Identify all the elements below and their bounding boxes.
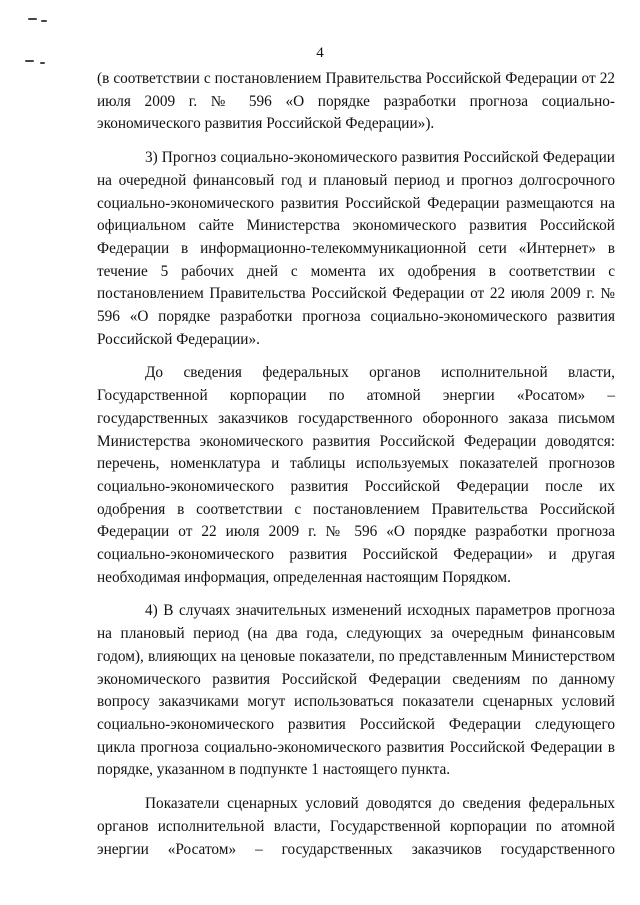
scan-artifact-2 — [41, 20, 47, 22]
scan-artifact-1 — [28, 18, 37, 20]
paragraph-continuation: (в соответствии с постановлением Правительства Российской Федерации от 22 июля 2009 г. № 596 «О порядке разработки прогноза социально-экономического развития Российской Федерации»). — [97, 70, 615, 133]
page-number: 4 — [316, 45, 324, 61]
paragraph-notification: До сведения федеральных органов исполнительной власти, Государственной корпорации по атомной энергии «Росатом» – государственных заказчиков государственного оборонного заказа письмом Министерства экономического развития Российской Федерации доводятся: перечень, номенклатура и таблицы используемых показателей прогнозов социально-экономического развития Российской Федерации после их одобрения в соответствии с постановлением Правительства Российской Федерации от 22 июля 2009 г. № 596 «О порядке разработки прогноза социально-экономического развития Российской Федерации» и другая необходимая информация, определенная настоящим Порядком. — [97, 364, 615, 586]
paragraph-item-4: 4) В случаях значительных изменений исходных параметров прогноза на плановый период (на два года, следующих за очередным финансовым годом), влияющих на ценовые показатели, по представленным Министерством экономического развития Российской Федерации сведениям по данному вопросу заказчиками могут использоваться показатели сценарных условий социально-экономического развития Российской Федерации следующего цикла прогноза социально-экономического развития Российской Федерации в порядке, указанном в подпункте 1 настоящего пункта. — [97, 602, 615, 779]
paragraph-item-3: 3) Прогноз социально-экономического развития Российской Федерации на очередной финансовый год и плановый период и прогноз долгосрочного социально-экономического развития Российской Федерации размещаются на официальном сайте Министерства экономического развития Российской Федерации в информационно-телекоммуникационной сети «Интернет» в течение 5 рабочих дней с момента их одобрения в соответствии с постановлением Правительства Российской Федерации от 22 июля 2009 г. № 596 «О порядке разработки прогноза социально-экономического развития Российской Федерации». — [97, 149, 615, 348]
document-body — [97, 68, 615, 861]
paragraph-scenario-indicators: Показатели сценарных условий доводятся до сведения федеральных органов исполнительной власти, Государственной корпорации по атомной энергии «Росатом» – государственных заказчиков государственного — [97, 795, 615, 858]
scan-artifact-4 — [40, 62, 45, 64]
